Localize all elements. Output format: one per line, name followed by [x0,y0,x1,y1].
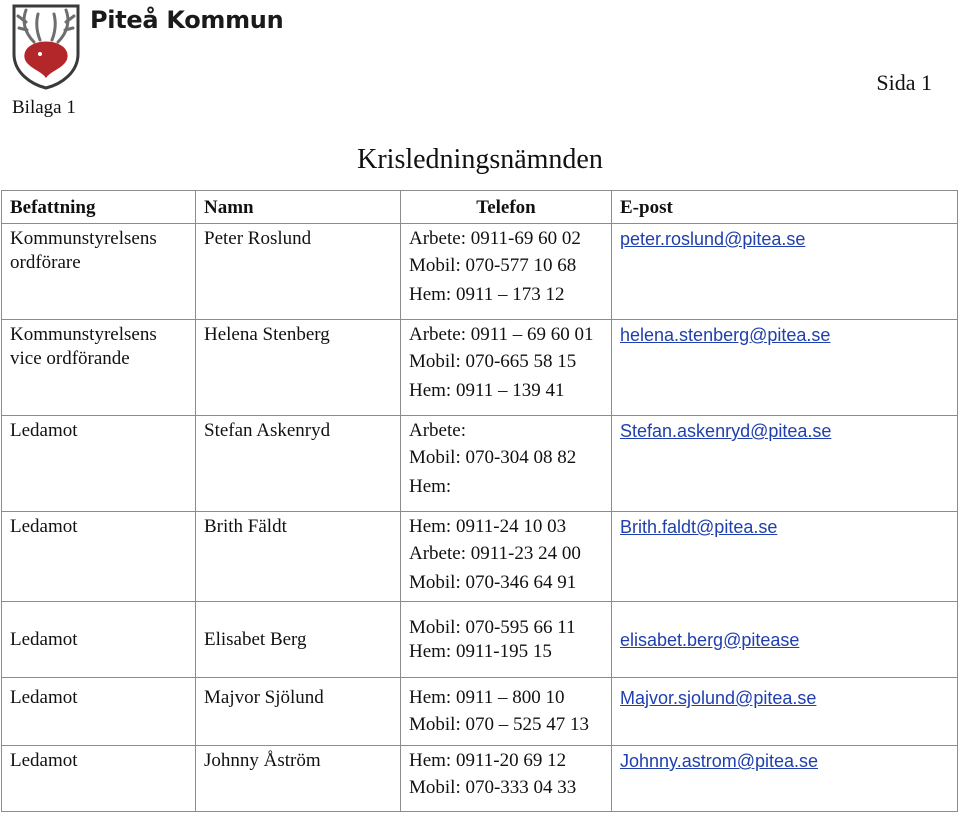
phone-text: Mobil: 070-304 08 82 [409,447,577,468]
role-text: Ledamot [10,687,78,708]
role-cell [2,224,196,320]
name-cell [196,320,401,416]
phone-cell [401,416,612,512]
email-link[interactable]: peter.roslund@pitea.se [620,229,806,249]
phone-text: Hem: 0911 – 800 10 [409,687,565,708]
phone-cell [401,224,612,320]
contact-table [1,190,958,812]
brand-name: Piteå Kommun [90,6,284,34]
header-name: Namn [196,191,401,224]
email-cell [612,416,958,512]
name-text: Brith Fäldt [204,516,287,537]
phone-text: Arbete: 0911-23 24 00 [409,543,581,564]
attachment-label: Bilaga 1 [12,97,76,118]
name-cell [196,416,401,512]
table-row [2,678,958,746]
role-cell [2,320,196,416]
role-cell [2,512,196,602]
role-cell [2,416,196,512]
role-text: Ledamot [10,750,78,771]
phone-text: Hem: 0911-24 10 03 [409,516,567,537]
table-row [2,224,958,320]
phone-text: Hem: 0911-20 69 12 [409,750,567,771]
phone-cell [401,512,612,602]
role-cell [2,602,196,678]
email-cell [612,512,958,602]
email-link[interactable]: helena.stenberg@pitea.se [620,325,831,345]
phone-text: Mobil: 070 – 525 47 13 [409,714,589,735]
phone-text: Hem: 0911 – 173 12 [409,284,565,305]
phone-text: Mobil: 070-577 10 68 [409,255,577,276]
phone-text: Arbete: 0911-69 60 02 [409,228,581,249]
role-text: ordförare [10,252,81,273]
reindeer-shield-icon [10,2,82,90]
phone-text: Mobil: 070-665 58 15 [409,351,577,372]
phone-text: Hem: 0911 – 139 41 [409,380,565,401]
email-link[interactable]: Brith.faldt@pitea.se [620,517,778,537]
header-role: Befattning [2,191,196,224]
phone-cell [401,678,612,746]
phone-text: Mobil: 070-333 04 33 [409,777,577,798]
email-cell [612,224,958,320]
email-cell [612,602,958,678]
header-phone: Telefon [401,191,612,224]
name-cell [196,678,401,746]
email-link[interactable]: Johnny.astrom@pitea.se [620,751,819,771]
role-cell [2,678,196,746]
role-cell [2,746,196,812]
header-email: E-post [612,191,958,224]
table-row [2,416,958,512]
role-text: Ledamot [10,628,78,650]
table-header-row [2,191,958,224]
table-row [2,602,958,678]
role-text: vice ordförande [10,348,130,369]
phone-text: Arbete: 0911 – 69 60 01 [409,324,594,345]
phone-text: Mobil: 070-595 66 11 [409,616,576,638]
name-cell [196,224,401,320]
role-text: Kommunstyrelsens [10,228,157,249]
phone-cell [401,746,612,812]
email-link[interactable]: Majvor.sjolund@pitea.se [620,688,817,708]
role-text: Ledamot [10,516,78,537]
phone-cell [401,602,612,678]
name-text: Peter Roslund [204,228,312,249]
table-row [2,746,958,812]
name-text: Elisabet Berg [204,628,307,650]
phone-cell [401,320,612,416]
name-cell [196,512,401,602]
email-link[interactable]: Stefan.askenryd@pitea.se [620,421,832,441]
name-text: Johnny Åström [204,750,321,771]
phone-text: Arbete: [409,420,466,441]
name-text: Helena Stenberg [204,324,330,345]
role-text: Ledamot [10,420,78,441]
table-row [2,320,958,416]
email-link[interactable]: elisabet.berg@pitease [620,629,800,650]
phone-text: Mobil: 070-346 64 91 [409,572,577,593]
phone-text: Hem: 0911-195 15 [409,640,552,662]
email-cell [612,746,958,812]
name-text: Stefan Askenryd [204,420,331,441]
name-cell [196,602,401,678]
role-text: Kommunstyrelsens [10,324,157,345]
table-row [2,512,958,602]
email-cell [612,320,958,416]
name-cell [196,746,401,812]
name-text: Majvor Sjölund [204,687,324,708]
email-cell [612,678,958,746]
page-number: Sida 1 [876,70,932,95]
document-title: Krisledningsnämnden [357,144,603,175]
phone-text: Hem: [409,476,452,497]
